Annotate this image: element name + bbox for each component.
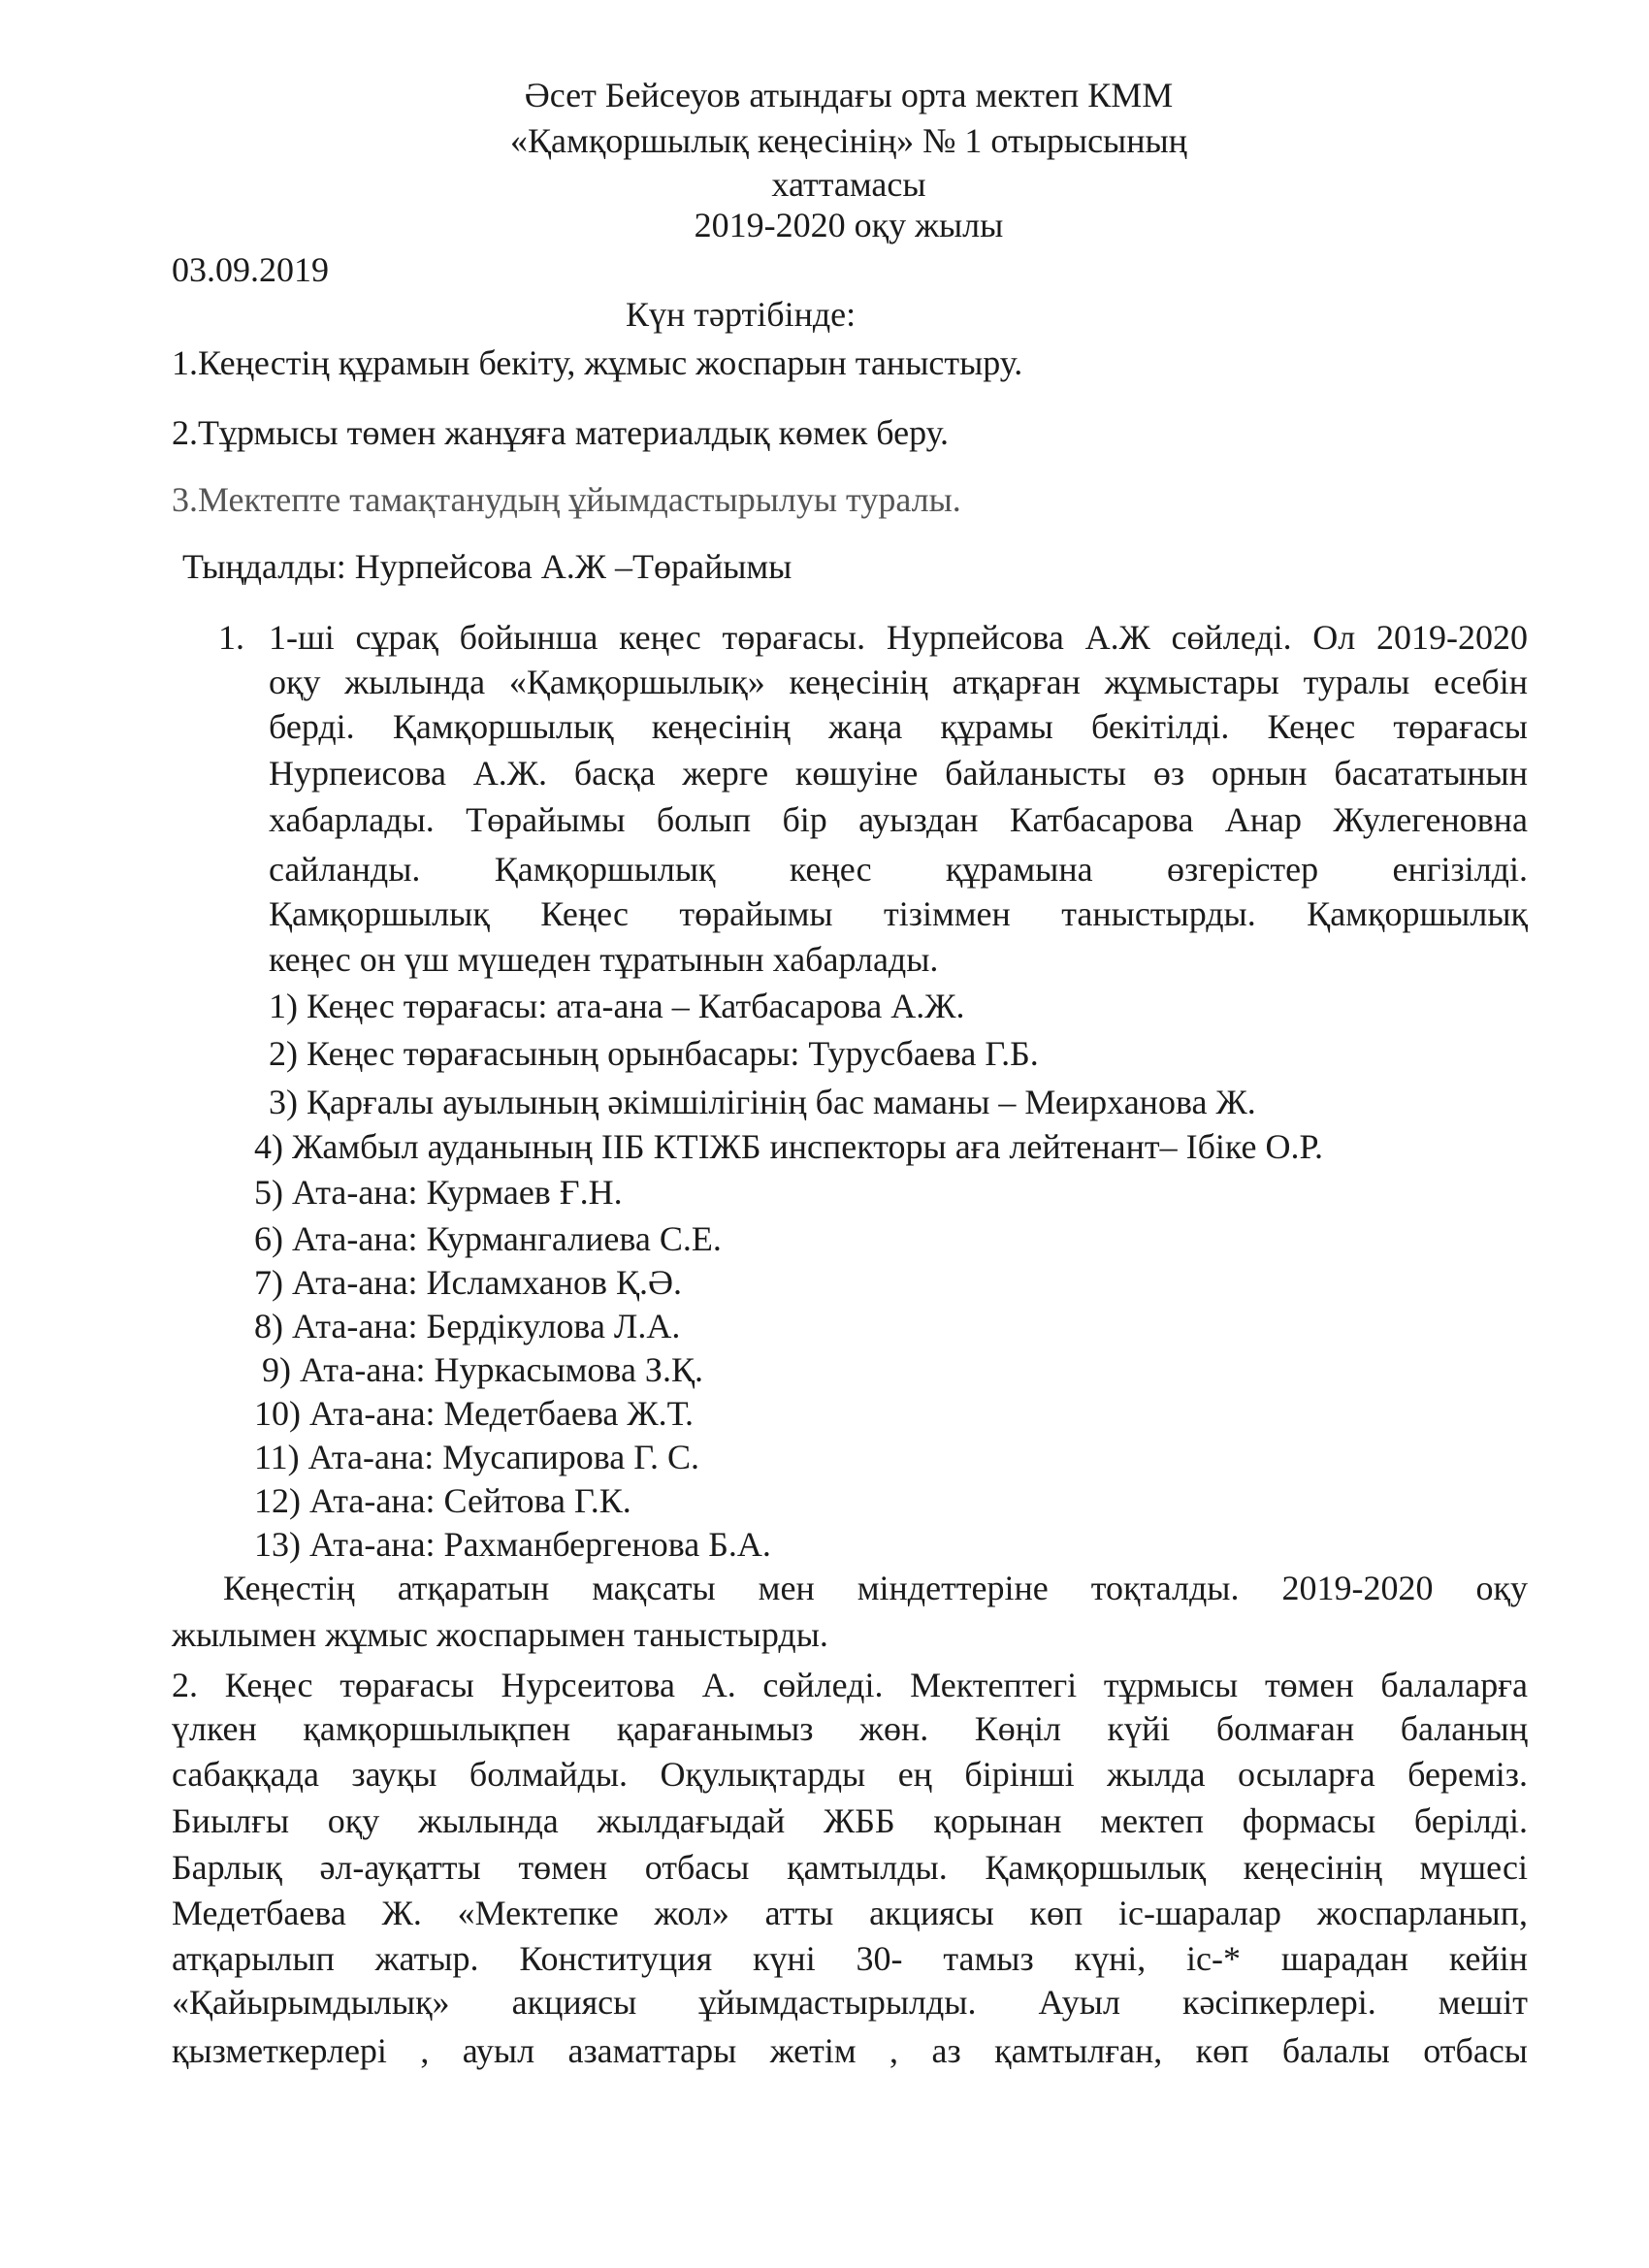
council-member-item: 6) Ата-ана: Курмангалиева С.Е.	[254, 1219, 722, 1258]
council-member-item: 9) Ата-ана: Нуркасымова З.Қ.	[262, 1350, 703, 1389]
section-1-line: Нурпеисова А.Ж. басқа жерге көшуіне байланысты өз орнын басататынын	[269, 754, 1528, 793]
section-1-line: берді. Қамқоршылық кеңесінің жаңа құрамы бекітілді. Кеңес төрағасы	[269, 707, 1528, 746]
document-title-line: «Қамқоршылық кеңесінің» № 1 отырысының	[510, 121, 1187, 160]
council-member-item: 8) Ата-ана: Бердікулова Л.А.	[254, 1307, 681, 1345]
agenda-item: 2.Тұрмысы төмен жанұяға материалдық көмек беру.	[172, 413, 950, 452]
council-member-item: 7) Ата-ана: Исламханов Қ.Ә.	[254, 1263, 683, 1302]
listened-line: Тыңдалды: Нурпейсова А.Ж –Төрайымы	[182, 547, 792, 586]
agenda-heading: Күн тәртібінде:	[626, 295, 857, 334]
section-1-line: оқу жылында «Қамқоршылық» кеңесінің атқарған жұмыстары туралы есебін	[269, 663, 1528, 701]
meeting-date: 03.09.2019	[172, 250, 329, 289]
section-2-line: үлкен қамқоршылықпен қарағанымыз жөн. Көңіл күйі болмаған баланың	[172, 1709, 1528, 1748]
section-1-closing-line: Кеңестің атқаратын мақсаты мен міндеттеріне тоқталды. 2019-2020 оқу	[223, 1569, 1528, 1607]
section-2-line: Барлық әл-ауқатты төмен отбасы қамтылды. Қамқоршылық кеңесінің мүшесі	[172, 1848, 1528, 1887]
council-member-item: 12) Ата-ана: Сейтова Г.К.	[254, 1481, 631, 1520]
agenda-item: 1.Кеңестің құрамын бекіту, жұмыс жоспарын таныстыру.	[172, 343, 1023, 382]
section-2-line: Биылғы оқу жылында жылдағыдай ЖББ қорынан мектеп формасы берілді.	[172, 1801, 1528, 1840]
section-2-line: атқарылып жатыр. Конституция күні 30- тамыз күні, іс-* шарадан кейін	[172, 1939, 1528, 1978]
council-member-item: 4) Жамбыл ауданының ІІБ КТІЖБ инспекторы аға лейтенант– Ібіке О.Р.	[254, 1127, 1323, 1166]
document-title-line: Әсет Бейсеуов атындағы орта мектеп КММ	[524, 76, 1174, 114]
section-1-line: Қамқоршылық Кеңес төрайымы тізіммен таныстырды. Қамқоршылық	[269, 894, 1528, 933]
section-1-closing-line: жылымен жұмыс жоспарымен таныстырды.	[172, 1615, 828, 1654]
section-2-line: сабаққада зауқы болмайды. Оқулықтарды ең бірінші жылда осыларға береміз.	[172, 1755, 1528, 1794]
section-2-line: Медетбаева Ж. «Мектепке жол» атты акциясы көп іс-шаралар жоспарланып,	[172, 1894, 1528, 1932]
agenda-item: 3.Мектепте тамақтанудың ұйымдастырылуы туралы.	[172, 480, 961, 519]
section-1-line: 1-ші сұрақ бойынша кеңес төрағасы. Нурпейсова А.Ж сөйледі. Ол 2019-2020	[269, 618, 1528, 657]
council-member-item: 13) Ата-ана: Рахманбергенова Б.А.	[254, 1525, 771, 1564]
section-1-line: кеңес он үш мүшеден тұратынын хабарлады.	[269, 940, 939, 979]
council-member-item: 11) Ата-ана: Мусапирова Г. С.	[254, 1438, 700, 1476]
section-1-line: хабарлады. Төрайымы болып бір ауыздан Катбасарова Анар Жулегеновна	[269, 800, 1528, 839]
section-2-line: «Қайырымдылық» акциясы ұйымдастырылды. Ауыл кәсіпкерлері. мешіт	[172, 1983, 1528, 2022]
council-member-item: 10) Ата-ана: Медетбаева Ж.Т.	[254, 1394, 695, 1433]
section-2-line: 2. Кеңес төрағасы Нурсеитова А. сөйледі. Мектептегі тұрмысы төмен балаларға	[172, 1666, 1528, 1704]
document-title-line: хаттамасы	[771, 165, 926, 204]
council-member-item: 5) Ата-ана: Курмаев Ғ.Н.	[254, 1173, 623, 1212]
council-member-item: 1) Кеңес төрағасы: ата-ана – Катбасарова А.Ж.	[269, 987, 965, 1025]
council-member-item: 2) Кеңес төрағасының орынбасары: Турусбаева Г.Б.	[269, 1034, 1039, 1073]
section-1-number: 1.	[218, 618, 244, 657]
document-title-line: 2019-2020 оқу жылы	[694, 206, 1004, 244]
section-2-line: қызметкерлері , ауыл азаматтары жетім , аз қамтылған, көп балалы отбасы	[172, 2031, 1528, 2070]
council-member-item: 3) Қарғалы ауылының әкімшілігінің бас маманы – Меирханова Ж.	[269, 1083, 1256, 1121]
section-1-line: сайланды. Қамқоршылық кеңес құрамына өзгерістер енгізілді.	[269, 850, 1528, 889]
